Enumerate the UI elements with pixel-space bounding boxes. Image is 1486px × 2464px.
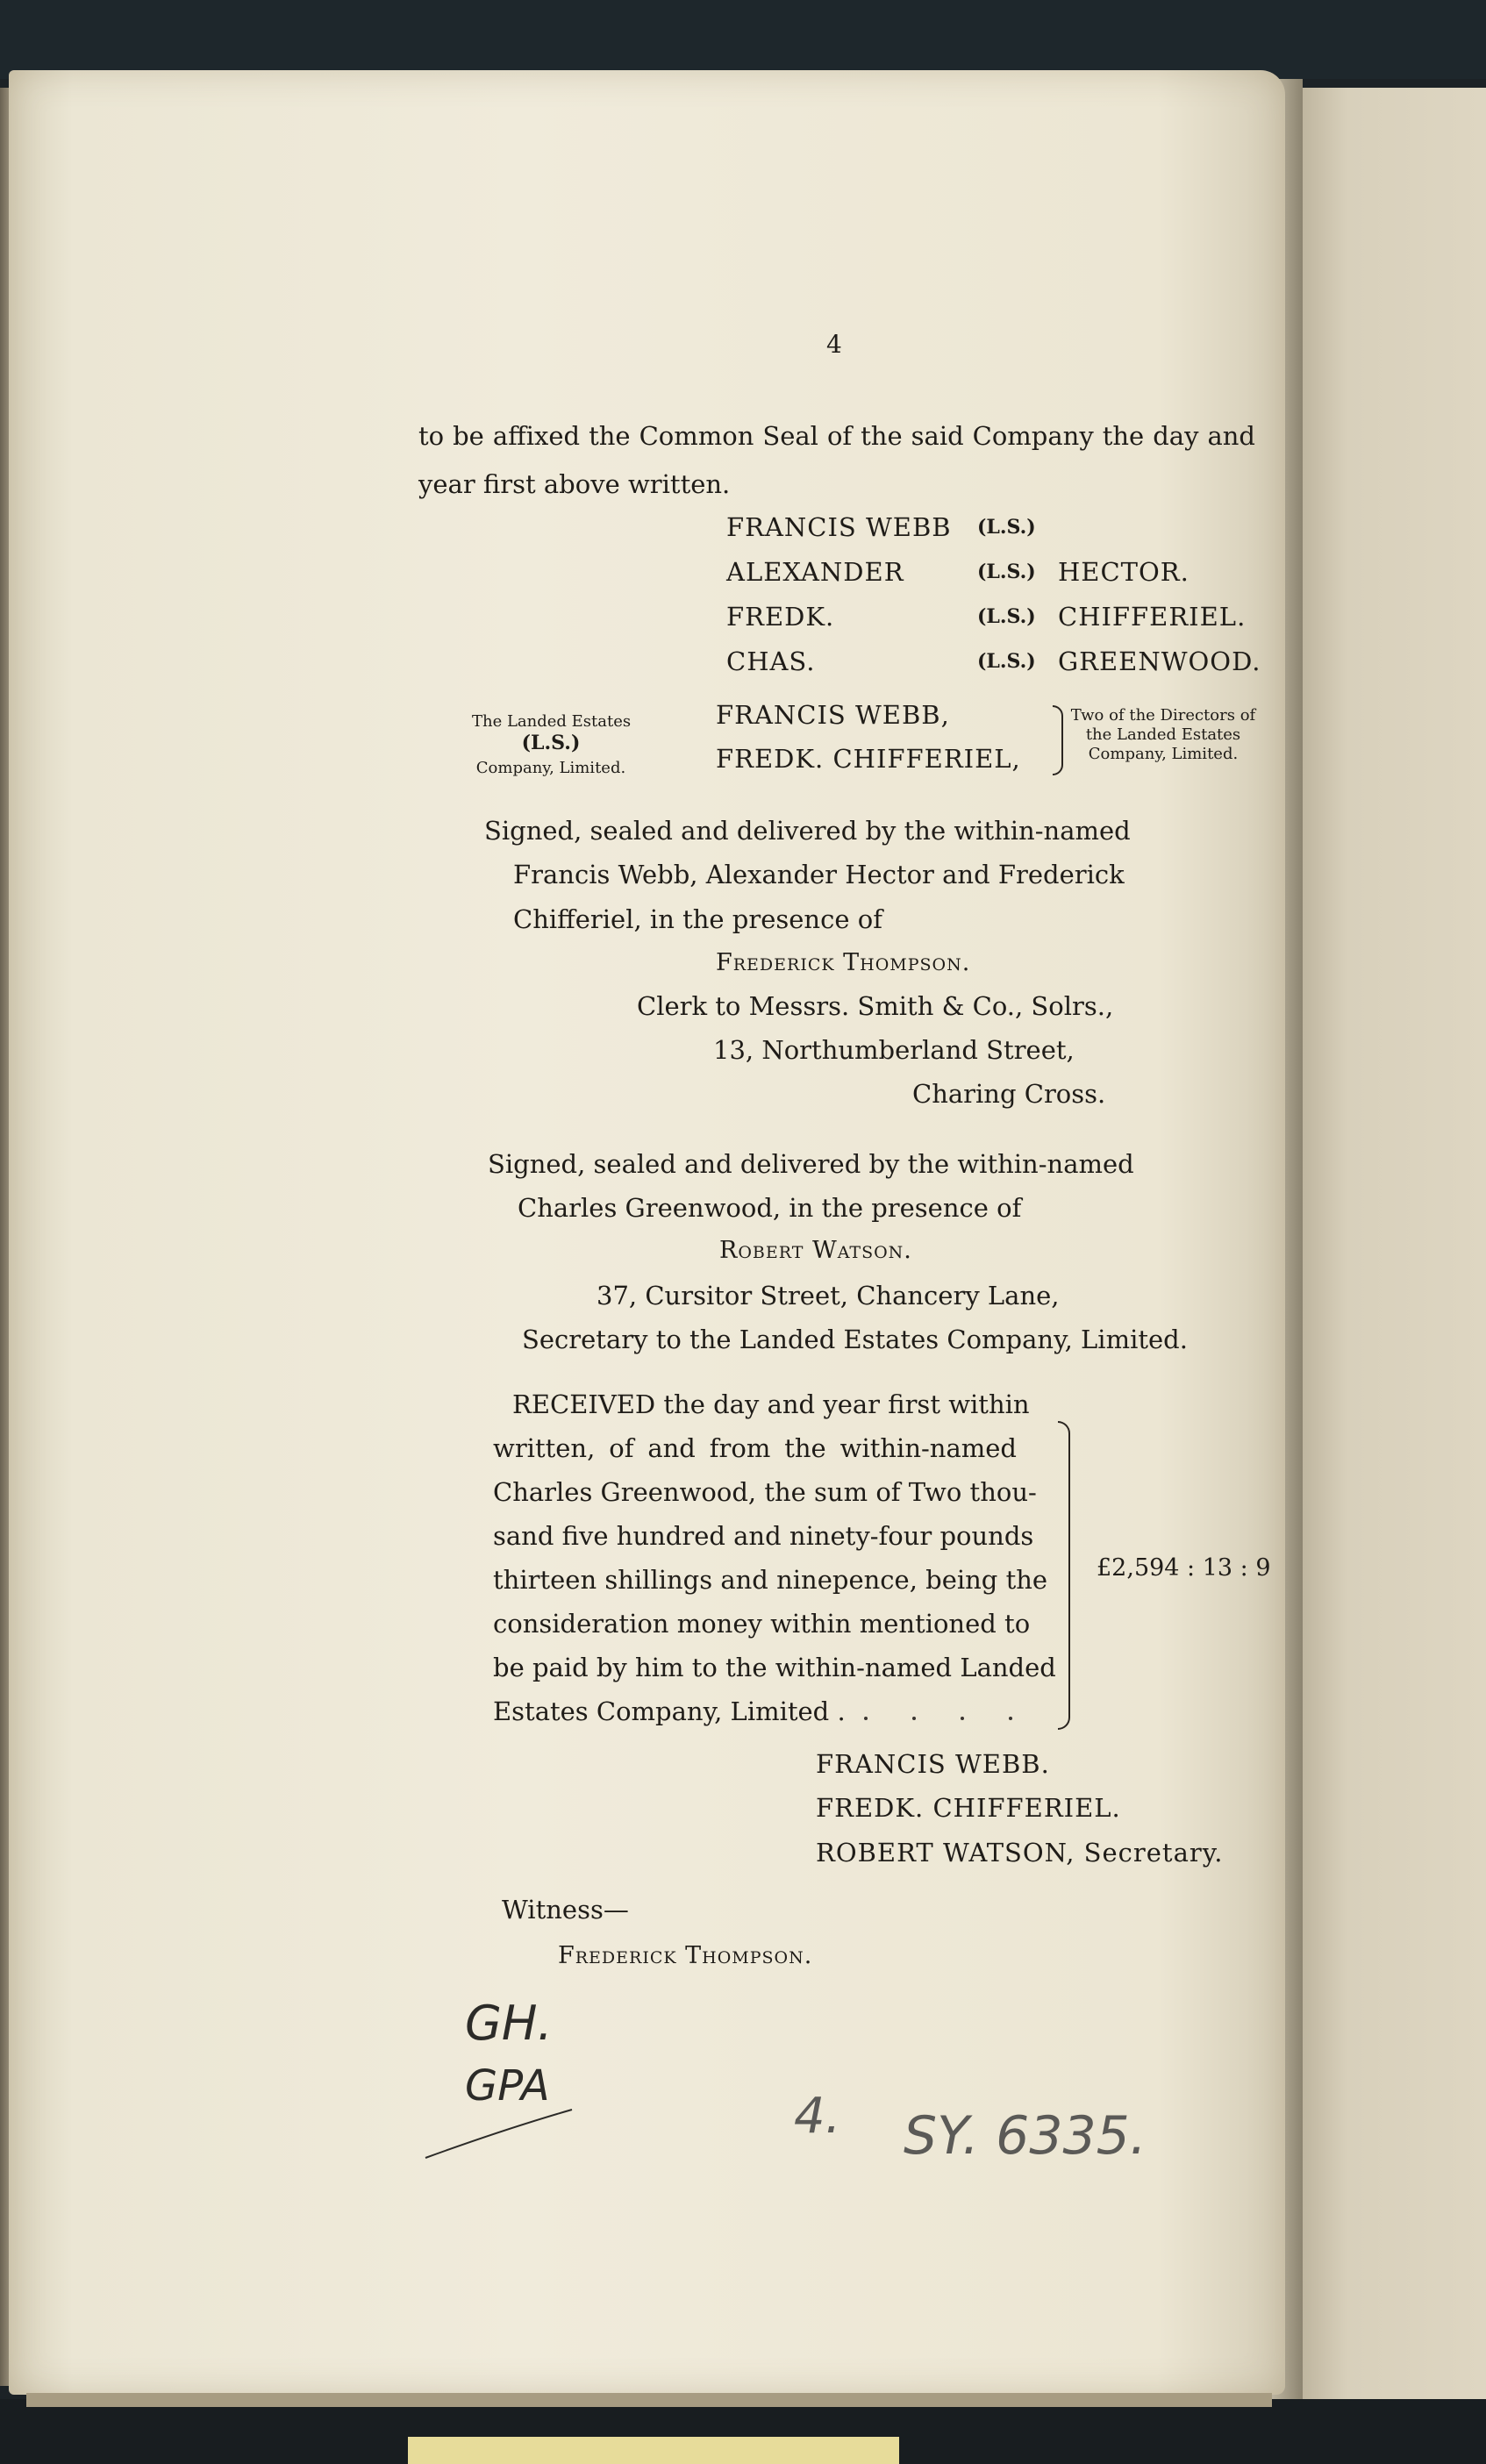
directors-note-1: Two of the Directors of — [1070, 706, 1256, 725]
signatory-4-last: GREENWOOD. — [1058, 646, 1261, 676]
attestation1-line-1: Signed, sealed and delivered by the within-named — [484, 816, 1131, 846]
signatory-1-ls: (L.S.) — [977, 516, 1036, 539]
intro-line-1: to be affixed the Common Seal of the said Company the day and — [418, 421, 1255, 451]
director-1: FRANCIS WEBB, — [716, 700, 950, 730]
directors-note-2: the Landed Estates — [1085, 725, 1241, 744]
receipt-line-7: be paid by him to the within-named Landed — [493, 1653, 1056, 1682]
receipt-amount: £2,594 : 13 : 9 — [1097, 1554, 1271, 1582]
seal-line-3: Company, Limited. — [475, 759, 626, 777]
receipt-signer-3: ROBERT WATSON, Secretary. — [816, 1838, 1224, 1868]
attestation1-line-2: Francis Webb, Alexander Hector and Frederick — [513, 860, 1125, 889]
receipt-line-6: consideration money within mentioned to — [493, 1609, 1031, 1639]
attestation2-line-1: Signed, sealed and delivered by the within-named — [488, 1149, 1134, 1179]
signatory-2-ls: (L.S.) — [977, 561, 1036, 583]
attestation2-witness: Robert Watson. — [719, 1237, 912, 1264]
witness-name: Frederick Thompson. — [558, 1942, 813, 1969]
director-2: FREDK. CHIFFERIEL, — [716, 744, 1021, 774]
leader-dot — [864, 1717, 868, 1720]
seal-line-2: (L.S.) — [521, 732, 581, 754]
signatory-4-ls: (L.S.) — [977, 650, 1036, 673]
attestation1-addr-2: 13, Northumberland Street, — [713, 1035, 1075, 1065]
intro-line-2: year first above written. — [418, 469, 731, 499]
receipt-line-2: written, of and from the within-named — [493, 1433, 1017, 1463]
signatory-3-first: FREDK. — [726, 602, 835, 632]
signatory-2-first: ALEXANDER — [726, 557, 904, 587]
signatory-4-first: CHAS. — [726, 646, 816, 676]
directors-brace — [1053, 705, 1063, 775]
directors-note-3: Company, Limited. — [1088, 745, 1239, 763]
receipt-brace-top — [1058, 1421, 1070, 1576]
page-number: 4 — [826, 330, 842, 359]
receipt-line-3: Charles Greenwood, the sum of Two thou- — [493, 1477, 1037, 1507]
leader-dot — [912, 1717, 916, 1720]
attestation1-addr-1: Clerk to Messrs. Smith & Co., Solrs., — [637, 991, 1114, 1021]
signatory-2-last: HECTOR. — [1058, 557, 1190, 587]
yellow-tab — [408, 2437, 899, 2464]
seal-line-1: The Landed Estates — [472, 712, 632, 731]
receipt-line-4: sand five hundred and ninety-four pounds — [493, 1521, 1034, 1551]
handwritten-reference: SY. 6335. — [904, 2105, 1147, 2167]
receipt-line-1: RECEIVED the day and year first within — [512, 1389, 1030, 1419]
binding-top — [0, 0, 1486, 79]
facing-page — [1288, 88, 1486, 2412]
page-bottom-strip — [26, 2393, 1272, 2407]
attestation2-line-2: Charles Greenwood, in the presence of — [518, 1193, 1022, 1223]
attestation1-witness: Frederick Thompson. — [716, 949, 971, 976]
handwritten-folio: 4. — [794, 2088, 841, 2145]
witness-label: Witness— — [502, 1895, 629, 1925]
receipt-signer-1: FRANCIS WEBB. — [816, 1749, 1050, 1779]
leader-dot — [961, 1717, 964, 1720]
handwritten-initials-2: GPA — [465, 2061, 550, 2110]
attestation2-addr-2: Secretary to the Landed Estates Company, Limited. — [522, 1325, 1188, 1354]
receipt-brace-bottom — [1058, 1575, 1070, 1730]
signatory-3-last: CHIFFERIEL. — [1058, 602, 1247, 632]
handwritten-flourish — [421, 2070, 579, 2167]
attestation2-addr-1: 37, Cursitor Street, Chancery Lane, — [597, 1281, 1060, 1311]
handwritten-initials-1: GH. — [465, 1996, 553, 2051]
attestation1-addr-3: Charing Cross. — [912, 1079, 1106, 1109]
leader-dot — [1009, 1717, 1012, 1720]
signatory-3-ls: (L.S.) — [977, 605, 1036, 628]
attestation1-line-3: Chifferiel, in the presence of — [513, 904, 882, 934]
receipt-signer-2: FREDK. CHIFFERIEL. — [816, 1793, 1121, 1823]
receipt-line-8: Estates Company, Limited . — [493, 1696, 846, 1726]
document-page — [9, 70, 1285, 2395]
receipt-line-5: thirteen shillings and ninepence, being the — [493, 1565, 1048, 1595]
signatory-1-first: FRANCIS WEBB — [726, 512, 952, 542]
